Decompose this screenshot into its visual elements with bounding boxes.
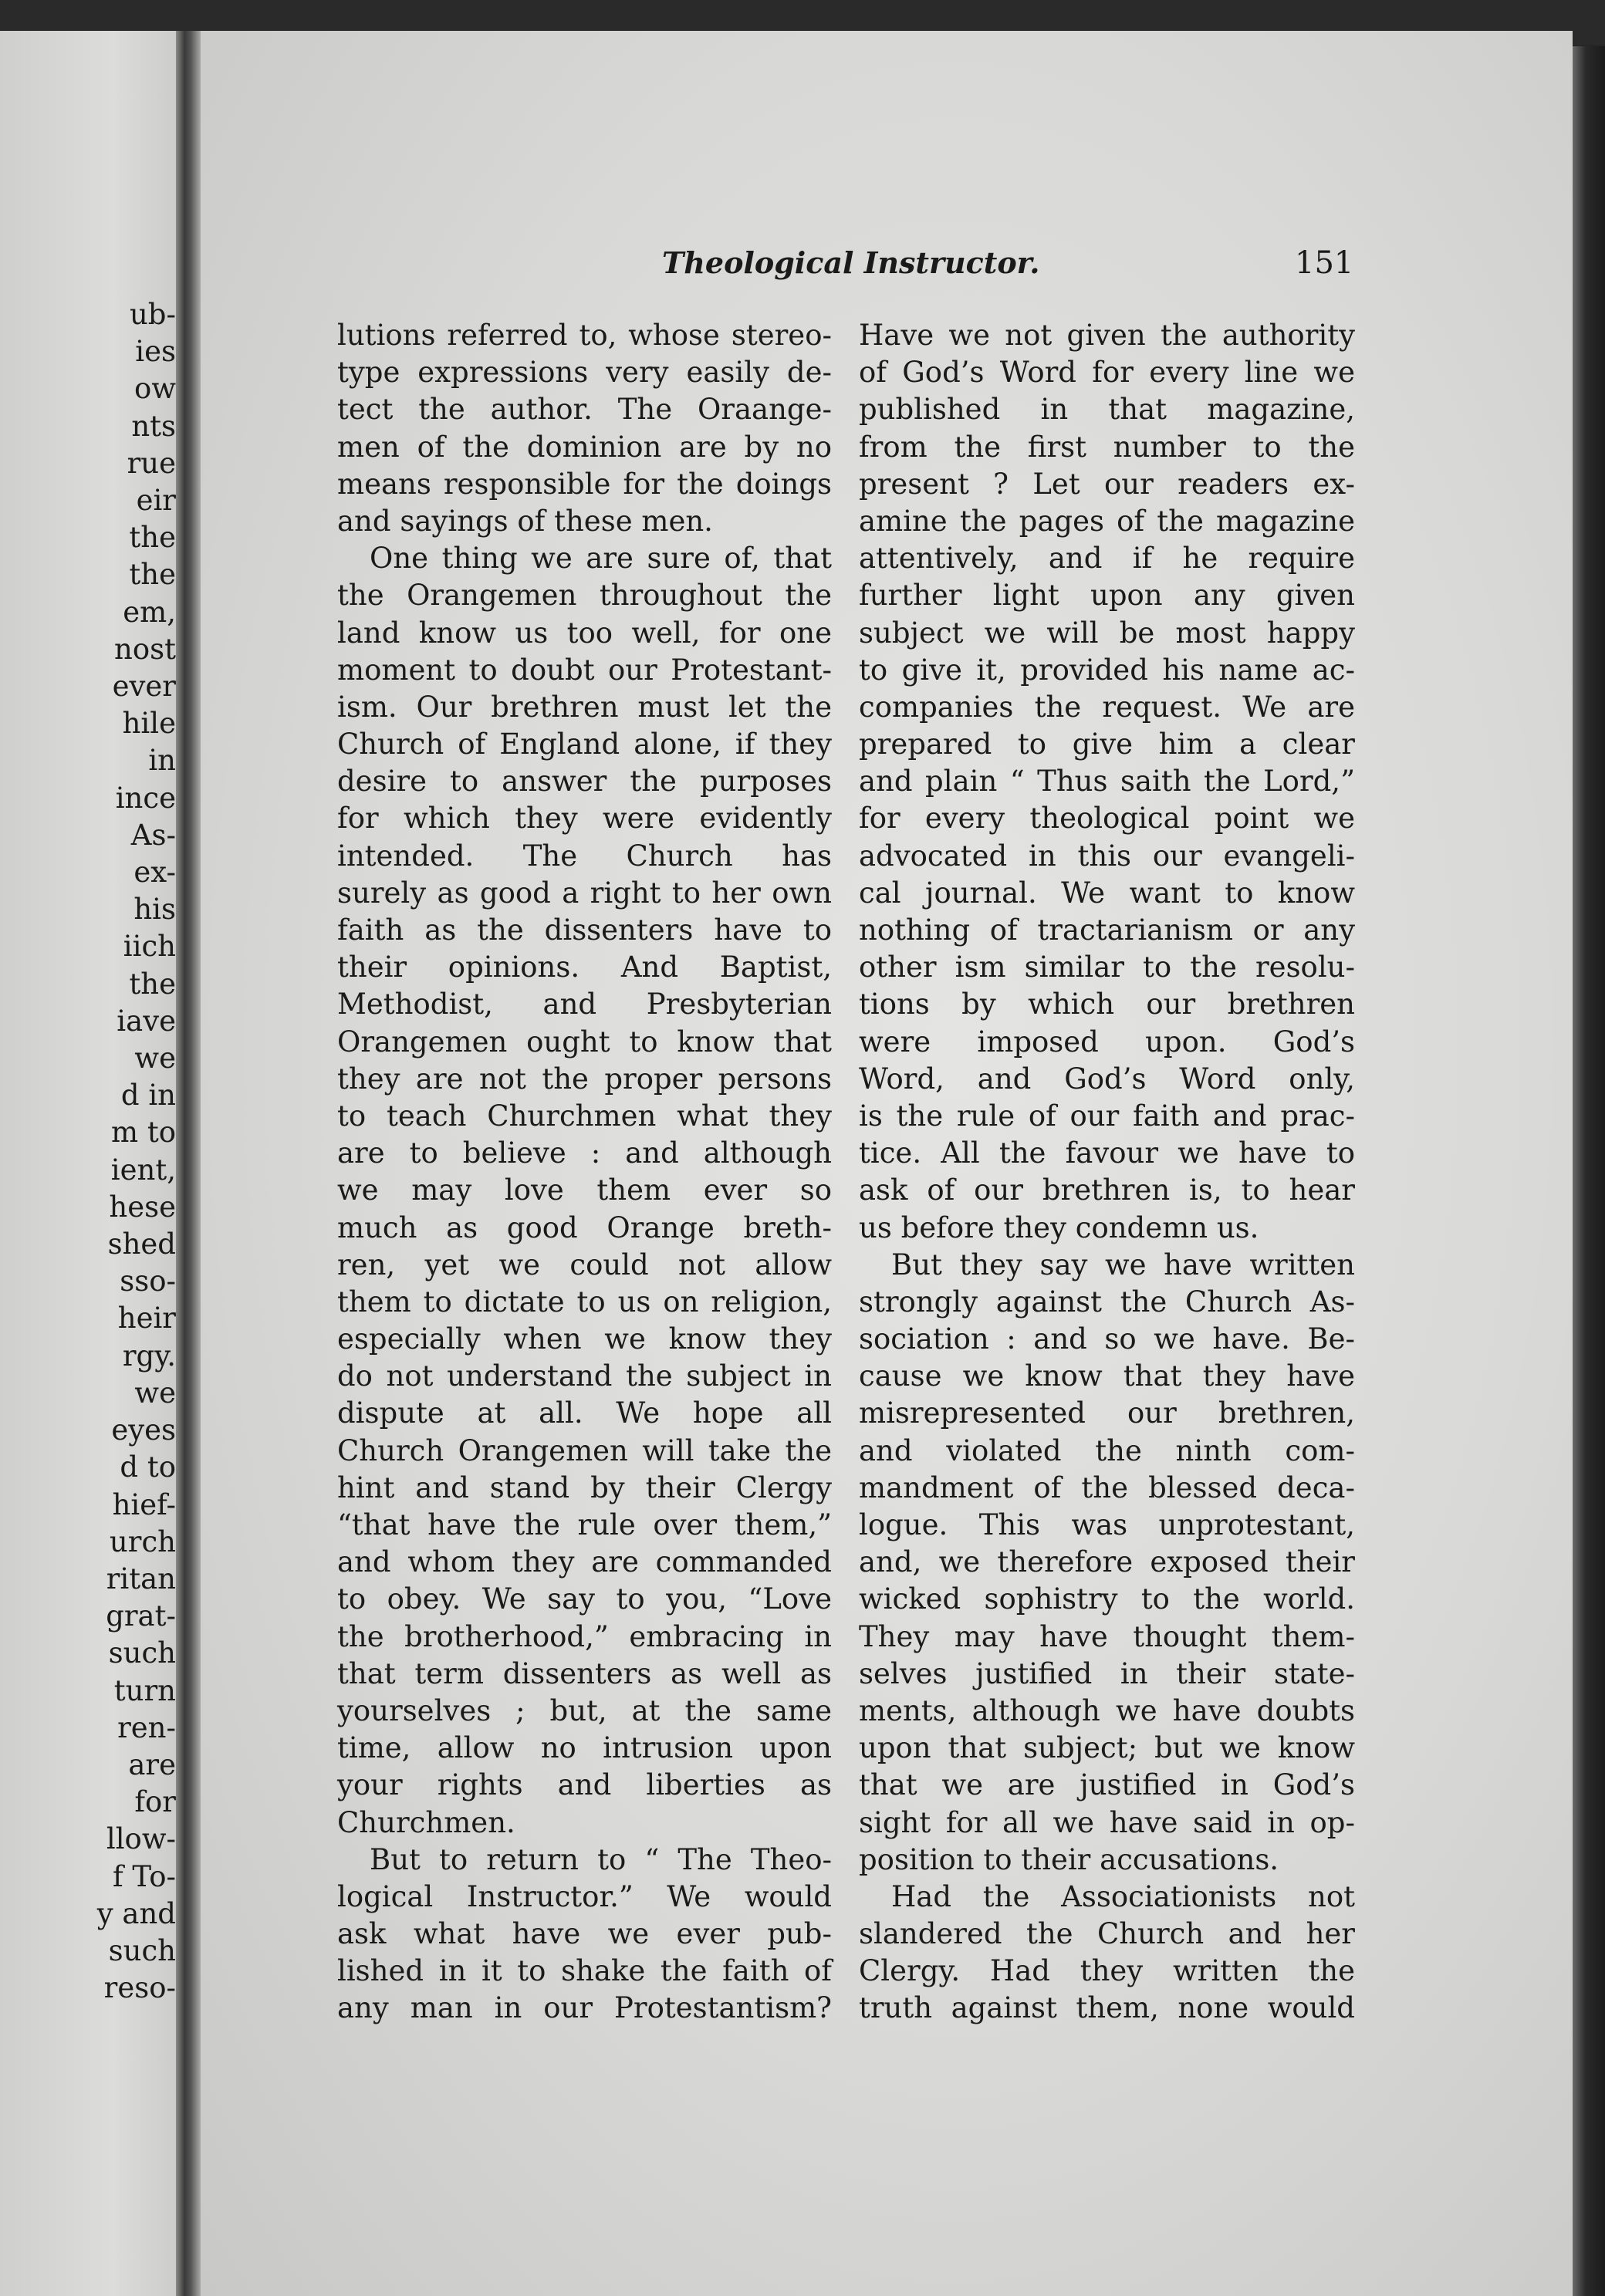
text-line: tect the author. The Oraange- (337, 393, 832, 427)
left-page-fragment: for (134, 1785, 176, 1819)
left-page-fragment: hief- (112, 1487, 176, 1521)
left-page-fragment: ex- (133, 856, 176, 890)
text-line: “that have the rule over them,” (337, 1508, 832, 1541)
text-line: Had the Associationists not (891, 1879, 1355, 1913)
left-page-fragment: such (108, 1636, 176, 1670)
left-page-fragment: hese (109, 1190, 176, 1224)
text-line: do not understand the subject in (337, 1359, 832, 1393)
left-page-fragment: iave (117, 1004, 176, 1038)
left-page-fragment: ritan (106, 1562, 176, 1595)
text-line: that term dissenters as well as (337, 1656, 832, 1690)
text-line: Methodist, and Presbyterian (337, 988, 832, 1021)
text-line: Churchmen. (337, 1805, 515, 1839)
left-page-fragment: heir (117, 1302, 176, 1335)
text-line: especially when we know they (337, 1322, 832, 1356)
left-page-fragment: As- (130, 818, 176, 852)
text-line: nothing of tractarianism or any (859, 913, 1355, 947)
text-line: Word, and God’s Word only, (859, 1062, 1355, 1096)
text-line: published in that magazine, (859, 393, 1355, 427)
text-line: and sayings of these men. (337, 504, 713, 538)
text-line: logue. This was unprotestant, (859, 1508, 1355, 1541)
text-line: we may love them ever so (337, 1173, 832, 1207)
left-page-fragment: urch (109, 1524, 176, 1558)
text-line: tice. All the favour we have to (859, 1136, 1355, 1170)
left-page-fragment: m to (111, 1116, 176, 1150)
text-line: that we are justified in God’s (859, 1768, 1355, 1802)
text-line: us before they condemn us. (859, 1210, 1259, 1244)
text-line: they are not the proper persons (337, 1062, 832, 1096)
text-line: Church of England alone, if they (337, 728, 832, 761)
left-page-fragment: ient, (110, 1153, 176, 1187)
text-line: position to their accusations. (859, 1842, 1279, 1876)
text-line: truth against them, none would (859, 1991, 1355, 2025)
left-page-fragment: d to (120, 1450, 176, 1484)
text-line: hint and stand by their Clergy (337, 1470, 832, 1504)
book-gutter (176, 31, 201, 2296)
text-line: your rights and liberties as (337, 1768, 832, 1802)
left-page-fragment: iich (123, 930, 176, 964)
text-line: to teach Churchmen what they (337, 1099, 832, 1133)
text-line: ask of our brethren is, to hear (859, 1173, 1355, 1207)
text-line: to obey. We say to you, “Love (337, 1582, 832, 1616)
left-page-fragment: turn (113, 1673, 176, 1707)
text-line: lished in it to shake the faith of (337, 1954, 832, 1988)
running-header-title: Theological Instructor. (662, 245, 1040, 280)
text-line: yourselves ; but, at the same (337, 1693, 832, 1727)
left-page-fragment: sso- (120, 1264, 176, 1298)
text-line: lutions referred to, whose stereo- (337, 319, 832, 352)
text-line: much as good Orange breth- (337, 1210, 832, 1244)
text-line: faith as the dissenters have to (337, 913, 832, 947)
text-line: were imposed upon. God’s (859, 1025, 1355, 1059)
left-page-fragment: ub- (129, 298, 176, 331)
text-line: wicked sophistry to the world. (859, 1582, 1355, 1616)
left-page-fragment: ince (115, 781, 176, 815)
text-line: moment to doubt our Protestant- (337, 653, 832, 687)
text-line: logical Instructor.” We would (337, 1879, 832, 1913)
text-line: and plain “ Thus saith the Lord,” (859, 765, 1355, 799)
left-page-fragment: f To- (112, 1859, 176, 1893)
text-line: type expressions very easily de- (337, 356, 832, 390)
text-line: subject we will be most happy (859, 616, 1355, 650)
text-line: tions by which our brethren (859, 988, 1355, 1021)
text-line: surely as good a right to her own (337, 876, 832, 910)
text-line: present ? Let our readers ex- (859, 467, 1355, 501)
text-line: advocated in this our evangeli- (859, 839, 1355, 873)
text-line: their opinions. And Baptist, (337, 950, 832, 984)
text-line: the brotherhood,” embracing in (337, 1619, 832, 1653)
left-page-fragment: shed (107, 1227, 176, 1261)
text-line: from the first number to the (859, 430, 1355, 464)
left-page-fragment: the (129, 558, 176, 592)
text-line: desire to answer the purposes (337, 765, 832, 799)
text-line: and whom they are commanded (337, 1545, 832, 1579)
text-line: Clergy. Had they written the (859, 1954, 1355, 1988)
left-page-fragment: nts (131, 409, 176, 443)
left-page-fragment: grat- (106, 1599, 176, 1633)
text-line: other ism similar to the resolu- (859, 950, 1355, 984)
page-edge-shadow (1573, 46, 1605, 2296)
text-line: ism. Our brethren must let the (337, 690, 832, 724)
left-page-fragment: rgy. (122, 1339, 176, 1373)
text-line: companies the request. We are (859, 690, 1355, 724)
text-line: the Orangemen throughout the (337, 579, 832, 613)
text-line: any man in our Protestantism? (337, 1991, 832, 2025)
text-line: sight for all we have said in op- (859, 1805, 1355, 1839)
text-line: and, we therefore exposed their (859, 1545, 1355, 1579)
page-number: 151 (1295, 245, 1354, 281)
text-line: to give it, provided his name ac- (859, 653, 1355, 687)
text-line: sociation : and so we have. Be- (859, 1322, 1355, 1356)
left-page-fragment: we (134, 1376, 176, 1410)
left-page-fragment: ren- (117, 1710, 176, 1744)
text-line: for every theological point we (859, 802, 1355, 836)
text-line: misrepresented our brethren, (859, 1396, 1355, 1430)
text-line: They may have thought them- (859, 1619, 1355, 1653)
text-line: is the rule of our faith and prac- (859, 1099, 1355, 1133)
left-page-fragment: the (129, 967, 176, 1001)
text-line: land know us too well, for one (337, 616, 832, 650)
text-line: But they say we have written (891, 1248, 1355, 1281)
text-line: further light upon any given (859, 579, 1355, 613)
text-line: intended. The Church has (337, 839, 832, 873)
left-page-fragment: reso- (103, 1971, 176, 2005)
text-line: cause we know that they have (859, 1359, 1355, 1393)
text-line: ren, yet we could not allow (337, 1248, 832, 1281)
text-line: Have we not given the authority (859, 319, 1355, 352)
text-line: dispute at all. We hope all (337, 1396, 832, 1430)
text-line: ask what have we ever pub- (337, 1917, 832, 1951)
left-page-fragment: em, (123, 595, 176, 629)
left-page-fragment: llow- (106, 1822, 176, 1856)
text-line: men of the dominion are by no (337, 430, 832, 464)
left-page-fragment: the (129, 521, 176, 555)
left-page-fragment: are (128, 1747, 176, 1781)
left-page-fragment: his (133, 893, 176, 927)
left-page-fragment: such (108, 1933, 176, 1967)
text-line: are to believe : and although (337, 1136, 832, 1170)
text-line: Church Orangemen will take the (337, 1433, 832, 1467)
text-line: and violated the ninth com- (859, 1433, 1355, 1467)
left-page-fragment: y and (96, 1896, 176, 1930)
left-page-fragment: ies (135, 335, 176, 369)
text-line: amine the pages of the magazine (859, 504, 1355, 538)
text-line: Orangemen ought to know that (337, 1025, 832, 1059)
text-line: time, allow no intrusion upon (337, 1731, 832, 1765)
text-line: attentively, and if he require (859, 542, 1355, 576)
text-column-right (859, 317, 1355, 2028)
text-line: prepared to give him a clear (859, 728, 1355, 761)
left-page-fragment: ever (112, 670, 176, 704)
left-page-fragment: in (148, 744, 176, 778)
text-line: selves justified in their state- (859, 1656, 1355, 1690)
left-page-text-fragments (0, 296, 176, 2007)
left-page-fragment: eyes (111, 1413, 176, 1447)
text-line: One thing we are sure of, that (370, 542, 832, 576)
left-page-fragment: we (134, 1042, 176, 1075)
text-line: cal journal. We want to know (859, 876, 1355, 910)
text-column-left (337, 317, 832, 2028)
left-page-fragment: hile (122, 707, 176, 741)
text-line: means responsible for the doings (337, 467, 832, 501)
left-page-fragment: nost (114, 632, 176, 666)
text-line: slandered the Church and her (859, 1917, 1355, 1951)
text-line: strongly against the Church As- (859, 1285, 1355, 1319)
left-page-fragment: rue (127, 446, 176, 480)
text-line: mandment of the blessed deca- (859, 1470, 1355, 1504)
text-line: them to dictate to us on religion, (337, 1285, 832, 1319)
text-line: ments, although we have doubts (859, 1693, 1355, 1727)
left-page-fragment: ow (134, 372, 176, 406)
text-line: But to return to “ The Theo- (370, 1842, 832, 1876)
text-line: upon that subject; but we know (859, 1731, 1355, 1765)
left-page-fragment: d in (120, 1079, 176, 1113)
text-line: of God’s Word for every line we (859, 356, 1355, 390)
left-page-fragment: eir (136, 484, 176, 518)
text-line: for which they were evidently (337, 802, 832, 836)
